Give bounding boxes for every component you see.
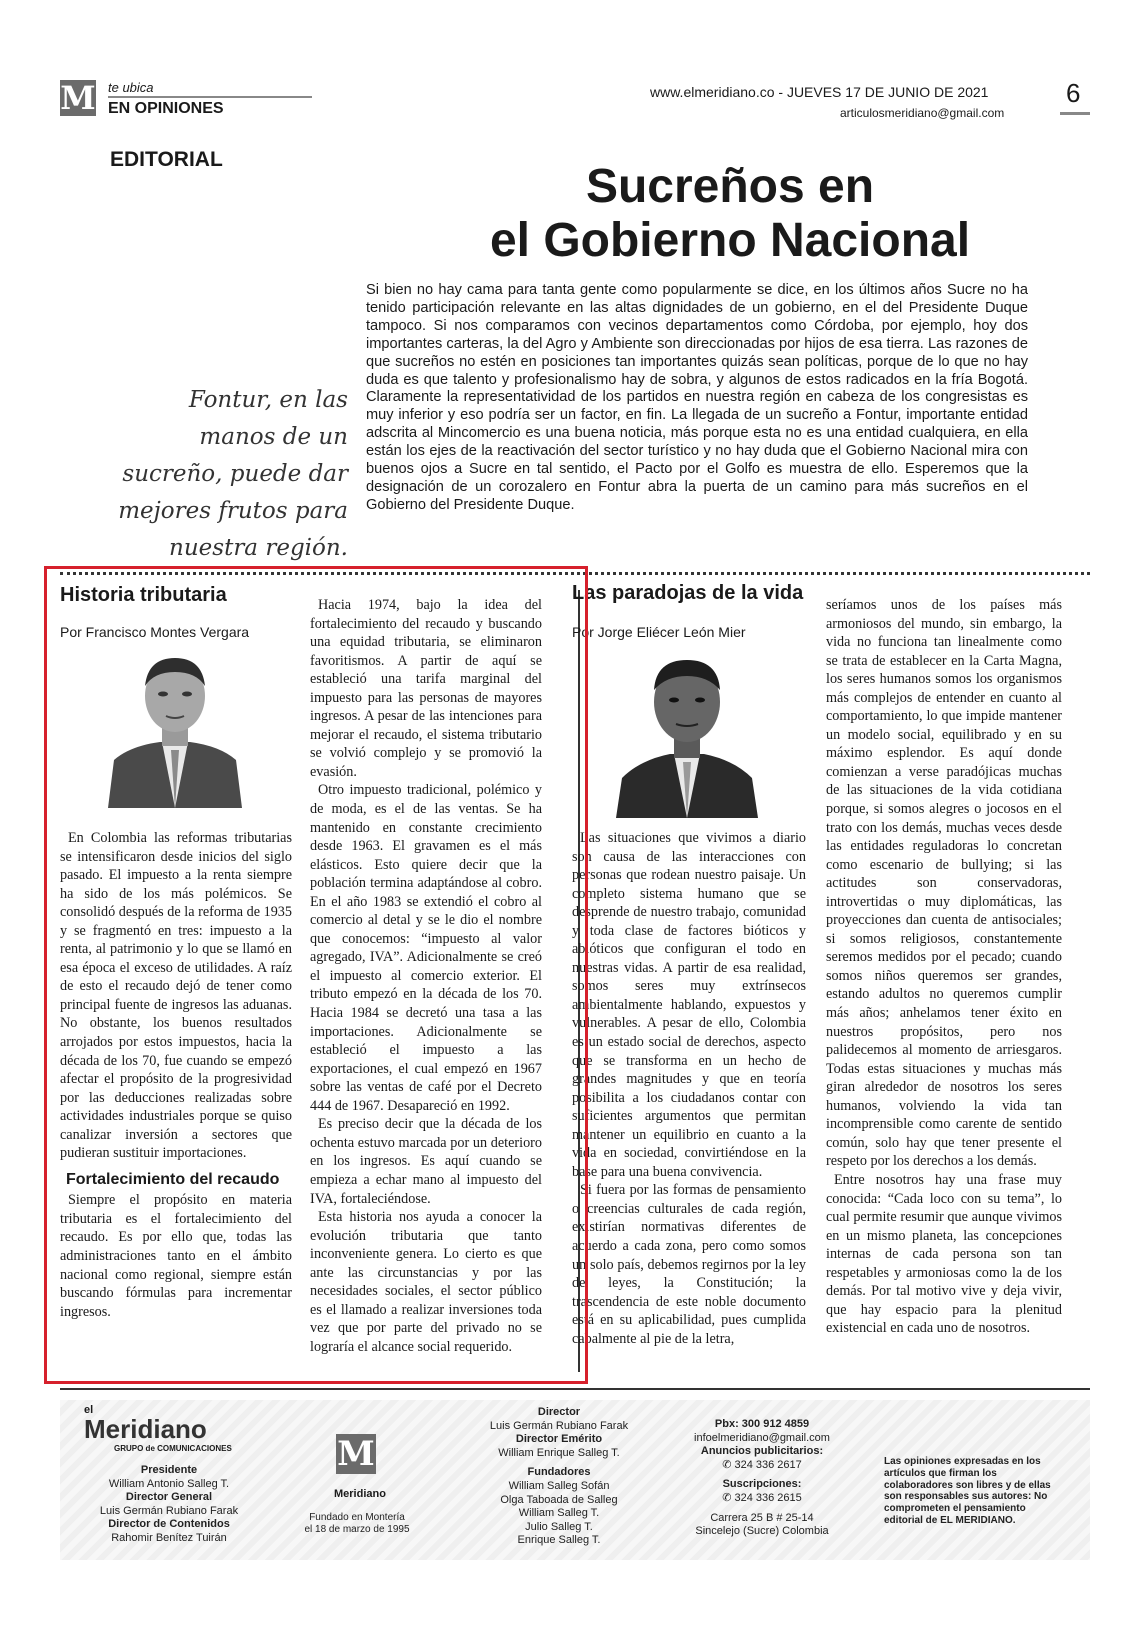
paragraph: Hacia 1974, bajo la idea del fortalecimiento del recaudo y buscando una equidad tributaria, se eliminaron favoritismos. A partir de aquí se estableció una tarifa marginal del impuesto para las personas de mayores ingresos. A pesar de las intenciones para mejorar el recaudo, el sistema tributario se volvió complejo y se promovió la evasión. xyxy=(310,597,542,780)
paragraph: Siempre el propósito en materia tributaria es el fortalecimiento del recaudo. Es por ello que, todas las administraciones tanto en el ámbito nacional como regional, siempre están buscando fórmulas para incrementar ingresos. xyxy=(60,1192,292,1320)
anuncios-label: Anuncios publicitarios: xyxy=(700,1445,824,1458)
dir-contenidos-label: Director de Contenidos xyxy=(108,1518,230,1531)
column2-text-a xyxy=(572,829,806,1348)
emerito-name: William Enrique Salleg T. xyxy=(498,1446,620,1459)
paragraph: Si fuera por las formas de pensamiento o creencias culturales de cada región, existirían normativas diferentes de acuerdo a cada zona, pero como somos un solo país, debemos regirnos por la ley de leyes, la Constitución; la trascendencia de este noble documento está en su aplicabilidad, pues cumplida cabalmente al pie de la letra, xyxy=(572,1182,806,1347)
dir-general-name: Luis Germán Rubiano Farak xyxy=(99,1504,239,1517)
column2-byline: Por Jorge Eliécer León Mier xyxy=(572,624,746,640)
editorial-label: EDITORIAL xyxy=(110,148,223,171)
fundador: Julio Salleg T. xyxy=(525,1520,593,1533)
suscripciones-label: Suscripciones: xyxy=(722,1478,802,1491)
paragraph: Entre nosotros hay una frase muy conocida: “Cada loco con su tema”, lo cual permite resumir que aunque vivimos en un mismo planeta, las concepciones internas de cada persona son tan respetables y armoniosas como la de los demás. Por tal motivo vive y deja vivir, que hay espacio para la plenitud existencial en cada uno de nosotros. xyxy=(826,1171,1062,1337)
header-rule xyxy=(108,96,312,98)
column1-title: Historia tributaria xyxy=(60,584,227,606)
address-line-2: Sincelejo (Sucre) Colombia xyxy=(695,1525,829,1538)
paragraph: En Colombia las reformas tributarias se intensificaron desde inicios del siglo pasado. El impuesto a la renta siempre ha sido de los más polémicos. Se consolidó después de la reforma de 1935 y se fragmentó en tres: impuesto a la renta, al patrimonio y lo que se llamó en esa época el exceso de utilidades. A raíz de esto el recaudo dejó de tener como principal fuente de ingresos las aduanas. No obstante, los buenos resultados arrojados por estos impuestos, hacia la década de los 70, fue cuando se empezó afectar el propósito de la progresividad por las deducciones realizadas sobre actividades industriales porque se quiso canalizar inversión a sectores que pudieran sustituir importaciones. xyxy=(60,830,292,1162)
dir-contenidos-name: Rahomir Benítez Tuirán xyxy=(111,1531,227,1544)
dir-general-label: Director General xyxy=(125,1491,213,1504)
pull-quote: Fontur, en las manos de un sucreño, puede dar mejores frutos para nuestra región. xyxy=(118,387,348,561)
director-label: Director xyxy=(537,1406,581,1418)
presidente-label: Presidente xyxy=(140,1464,198,1476)
anuncios-phone: 324 336 2617 xyxy=(734,1458,802,1471)
paragraph: Esta historia nos ayuda a conocer la evolución tributaria que tanto inconveniente genera. Lo cierto es que ante las circunstancias y por las necesidades sociales, el sector público es el llamado a realizar inversiones toda vez que por parte del privado no se lograría el alcance social requerido. xyxy=(310,1209,542,1355)
page-number: 6 xyxy=(1066,78,1081,108)
director-name: Luis Germán Rubiano Farak xyxy=(489,1419,629,1432)
page-number-rule xyxy=(1060,112,1090,115)
highlight-box xyxy=(44,566,588,1384)
headline-line-2: el Gobierno Nacional xyxy=(489,214,971,267)
column2-title: Las paradojas de la vida xyxy=(572,582,804,604)
brand-name: Meridiano xyxy=(84,1414,207,1444)
presidente-name: William Antonio Salleg T. xyxy=(108,1477,230,1490)
headline-line-1: Sucreños en xyxy=(585,160,875,213)
address-line-1: Carrera 25 B # 25-14 xyxy=(710,1511,814,1524)
pbx: Pbx: 300 912 4859 xyxy=(714,1418,810,1430)
contact-block xyxy=(672,1418,852,1539)
section-label: EN OPINIONES xyxy=(108,100,224,117)
meridiano-logo: M xyxy=(60,79,96,117)
author-photo-leon xyxy=(612,650,762,818)
fundadores-label: Fundadores xyxy=(527,1466,591,1479)
emerito-label: Director Emérito xyxy=(515,1433,603,1446)
column1-subhead: Fortalecimiento del recaudo xyxy=(66,1170,280,1188)
whatsapp-icon: ✆ xyxy=(722,1458,732,1471)
fundador: Enrique Salleg T. xyxy=(517,1534,601,1547)
date-line: www.elmeridiano.co - JUEVES 17 DE JUNIO DE 2021 xyxy=(650,84,989,100)
fundador: William Salleg T. xyxy=(518,1507,600,1520)
founded-line-2: el 18 de marzo de 1995 xyxy=(304,1524,410,1535)
brand-small: el xyxy=(84,1404,94,1416)
column2-text-b xyxy=(826,596,1062,1338)
founded-line-1: Fundado en Montería xyxy=(309,1512,405,1523)
suscripciones-phone: 324 336 2615 xyxy=(734,1491,802,1504)
staff-left xyxy=(64,1464,274,1546)
whatsapp-icon: ✆ xyxy=(722,1491,732,1504)
staff-center xyxy=(474,1406,644,1548)
footer-logo: M xyxy=(337,1434,375,1474)
fundador: Olga Taboada de Salleg xyxy=(500,1493,618,1506)
editorial-headline xyxy=(360,160,1100,268)
paragraph: Es preciso decir que la década de los ochenta estuvo marcada por un deterioro en los ingresos. Es aquí cuando se empieza a echar mano al impuesto del IVA, fortaleciéndose. xyxy=(310,1116,542,1207)
footer-rule xyxy=(60,1388,1090,1390)
fundador: William Salleg Sofán xyxy=(508,1479,610,1492)
info-email: infoelmeridiano@gmail.com xyxy=(694,1431,830,1444)
brand-subtitle: GRUPO de COMUNICACIONES xyxy=(114,1444,232,1453)
paragraph: Otro impuesto tradicional, polémico y de moda, es el de las ventas. Se ha mantenido en constante crecimiento desde 1963. El gravamen es el más elásticos. Esto quiere decir que la población termina adaptándose al cobro. En el año 1983 se extendió el cobro al comercio al detal y se le dio el nombre que conocemos: “impuesto al valor agregado, IVA”. Adicionalmente se creó el impuesto al comercio exterior. El tributo empezó en la década de los 70. Hacia 1984 se decretó una tasa a las importaciones. Adicionalmente se estableció el impuesto a las exportaciones, el cual empezó en 1967 sobre las ventas de café por el Decreto 444 de 1967. Desapareció en 1992. xyxy=(310,782,542,1114)
footer-logo-name: Meridiano xyxy=(334,1488,386,1500)
paragraph: seríamos unos de los países más armoniosos del mundo, sin embargo, la vida no funciona tan linealmente como se trata de establecer en la Carta Magna, los seres humanos somos los organismos más complejos de entender en cuanto al comportamiento, lo que impide mantener un modelo social, equilibrado y en su máximo esplendor. Es aquí donde comienzan a verse paradójicas muchas de las situaciones de la vida cotidiana porque, si somos alegres o jocosos en el trato con los demás, muchas veces desde las entidades reguladoras lo concretan como escenario de bullying; si las actitudes son conservadoras, introvertidas o muy diplomáticas, las proyecciones dan cuenta de antisociales; si somos religiosos, constantemente seremos medidos por el pecado; cuando somos niños queremos ser grandes, estando adultos no queremos cumplir más años; anhelamos tener éxito en nuestros propósitos, pero nos palidecemos al momento de arriesgaros. Todas estas situaciones y muchas más giran alrededor de nosotros los seres humanos, volviendo la vida tan incomprensible como carente de sentido común, solo hay que tener presente el respeto por los derechos a los demás. xyxy=(826,597,1062,1170)
editorial-body: Si bien no hay cama para tanta gente como popularmente se dice, en los últimos años Sucre no ha tenido participación relevante en las altas dignidades de un gobierno, en el del Presidente Duque tampoco. Si nos comparamos con vecinos departamentos como Córdoba, por ejemplo, hoy dos importantes carteras, la del Agro y Ambiente son direccionadas por hijos de esa tierra. Las razones de que sucreños no estén en posiciones tan importantes quizás sean políticas, porque de lo que no hay duda es que talento y profesionalismo hay de sobra, y algunos de estos radicados en la fría Bogotá. Claramente la representatividad de los partidos en nuestra región en cabeza de los congresistas es muy inferior y eso podría ser un factor, en fin. La llegada de un sucreño a Fontur, importante entidad adscrita al Mincomercio es una buena noticia, más porque esta no es una entidad cualquiera, en ella están los ejes de la reactivación del sector turístico y no hay duda que el Gobierno Nacional mira con buenos ojos a Sucre en tal sentido, el Pacto por el Golfo es muestra de ello. Esperemos que la designación de un corozalero en Fontur abra la puerta de un camino para más sucreños en el Gobierno del Presidente Duque. xyxy=(366,282,1028,513)
disclaimer: Las opiniones expresadas en los artículos que firman los colaboradores son libres y de ellas son responsables sus autores: No comprometen el pensamiento editorial de EL MERIDIANO. xyxy=(884,1456,1051,1526)
column1-byline: Por Francisco Montes Vergara xyxy=(60,624,250,640)
paragraph: Las situaciones que vivimos a diario son causa de las interacciones con personas que rodean nuestro paisaje. Un completo sistema humano que se desprende de nuestro trabajo, comunidad y toda clase de factores bióticos y abióticos que configuran el todo en nuestras vidas. A partir de esa realidad, somos seres muy extrínsecos ambientalmente hablando, expuestos y vulnerables. A pesar de ello, Colombia es un estado social de derechos, aspecto que se transforma en un hecho de grandes magnitudes y que en teoría posibilita a los ciudadanos contar con suficientes argumentos que permitan mantener un equilibrio en cuanto a la vida en sociedad, convirtiéndose en la base para una buena convivencia. xyxy=(572,830,806,1180)
contact-email: articulosmeridiano@gmail.com xyxy=(840,106,1005,120)
founded-info xyxy=(296,1512,418,1536)
tagline: te ubica xyxy=(108,80,154,95)
